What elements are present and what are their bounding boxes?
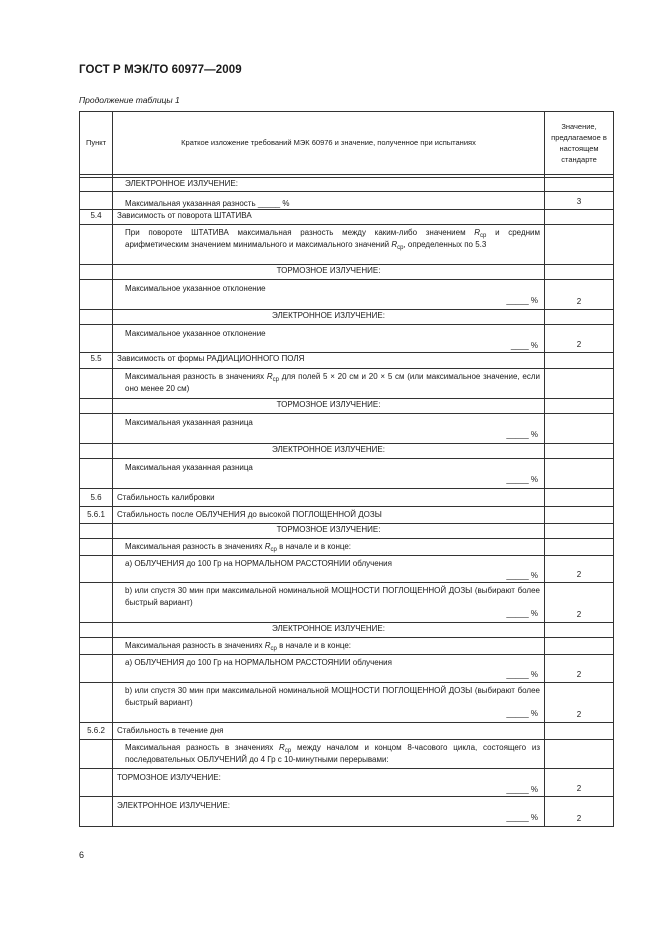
table-continuation-caption: Продолжение таблицы 1: [79, 95, 180, 105]
table-row: [80, 740, 614, 769]
table-row: [80, 769, 614, 797]
table-row: [80, 280, 614, 310]
row-text: При повороте ШТАТИВА максимальная разность между каким-либо значением $R_{ср}$ и средним арифметическим значением минимального и максимального значений $R_{ср}$, определенных по 5.3: [113, 225, 545, 265]
table-row: [80, 399, 614, 414]
row-clause: 5.4: [80, 210, 113, 225]
table-row: [80, 797, 614, 827]
table-row: [80, 353, 614, 369]
row-clause: 5.6: [80, 489, 113, 507]
table-row: [80, 723, 614, 740]
row-value: 2: [545, 280, 614, 310]
row-text: ТОРМОЗНОЕ ИЗЛУЧЕНИЕ:: [113, 399, 545, 414]
row-text: Максимальная указанная разница _____ %: [113, 459, 545, 489]
row-text: Максимальное указанное отклонение ____ %: [113, 325, 545, 353]
row-text: b) или спустя 30 мин при максимальной номинальной МОЩНОСТИ ПОГЛОЩЕННОЙ ДОЗЫ (выбирают более быстрый вариант) _____ %: [113, 683, 545, 723]
row-text: Зависимость от поворота ШТАТИВА: [113, 210, 545, 225]
row-text: b) или спустя 30 мин при максимальной номинальной МОЩНОСТИ ПОГЛОЩЕННОЙ ДОЗЫ (выбирают более быстрый вариант) _____ %: [113, 583, 545, 623]
document-header: ГОСТ Р МЭК/ТО 60977—2009: [79, 64, 242, 76]
row-clause: 5.6.2: [80, 723, 113, 740]
table-row: [80, 192, 614, 210]
table-row: [80, 489, 614, 507]
row-text: ТОРМОЗНОЕ ИЗЛУЧЕНИЕ:: [113, 524, 545, 539]
row-text: Максимальная разность в значениях $R_{ср}$ для полей 5 × 20 см и 20 × 5 см (или максимальное значение, если оно менее 20 см): [113, 369, 545, 399]
row-value: 2: [545, 583, 614, 623]
table-row: [80, 459, 614, 489]
page-number: 6: [79, 850, 85, 860]
row-value: 2: [545, 325, 614, 353]
table-row: [80, 655, 614, 683]
table-row: [80, 414, 614, 444]
row-clause: 5.5: [80, 353, 113, 369]
table-row: [80, 556, 614, 583]
row-text: ТОРМОЗНОЕ ИЗЛУЧЕНИЕ:: [113, 265, 545, 280]
header-summary: Краткое изложение требований МЭК 60976 и значение, полученное при испытаниях: [113, 112, 545, 175]
table-row: [80, 210, 614, 225]
row-value: 2: [545, 556, 614, 583]
row-value: 3: [545, 192, 614, 210]
row-text: Максимальная указанная разница _____ %: [113, 414, 545, 444]
row-text: Стабильность после ОБЛУЧЕНИЯ до высокой ПОГЛОЩЕННОЙ ДОЗЫ: [113, 507, 545, 524]
row-text: ТОРМОЗНОЕ ИЗЛУЧЕНИЕ: _____ %: [113, 769, 545, 797]
row-text: ЭЛЕКТРОННОЕ ИЗЛУЧЕНИЕ: _____ %: [113, 797, 545, 827]
table-row: [80, 444, 614, 459]
requirements-table: [79, 111, 614, 827]
table-row: [80, 310, 614, 325]
table-row: [80, 623, 614, 638]
row-text: ЭЛЕКТРОННОЕ ИЗЛУЧЕНИЕ:: [113, 623, 545, 638]
row-text: Максимальная указанная разность _____ %: [113, 192, 545, 210]
row-clause: 5.6.1: [80, 507, 113, 524]
row-value: 2: [545, 769, 614, 797]
table-row: [80, 225, 614, 265]
table-row: [80, 683, 614, 723]
row-value: 2: [545, 797, 614, 827]
table-row: [80, 265, 614, 280]
table-row: [80, 638, 614, 655]
row-text: ЭЛЕКТРОННОЕ ИЗЛУЧЕНИЕ:: [113, 178, 545, 192]
row-text: Стабильность калибровки: [113, 489, 545, 507]
row-text: Максимальное указанное отклонение _____ %: [113, 280, 545, 310]
table-row: [80, 539, 614, 556]
row-text: Зависимость от формы РАДИАЦИОННОГО ПОЛЯ: [113, 353, 545, 369]
header-value: Значение, предлагаемое в настоящем стандарте: [545, 112, 614, 175]
row-text: а) ОБЛУЧЕНИЯ до 100 Гр на НОРМАЛЬНОМ РАССТОЯНИИ облучения _____ %: [113, 556, 545, 583]
table-row: [80, 507, 614, 524]
table-row: [80, 524, 614, 539]
table-row: [80, 369, 614, 399]
row-text: а) ОБЛУЧЕНИЯ до 100 Гр на НОРМАЛЬНОМ РАССТОЯНИИ облучения _____ %: [113, 655, 545, 683]
table-row: [80, 178, 614, 192]
row-text: ЭЛЕКТРОННОЕ ИЗЛУЧЕНИЕ:: [113, 310, 545, 325]
table-row: [80, 583, 614, 623]
row-text: Максимальная разность в значениях $R_{ср}$ в начале и в конце:: [113, 638, 545, 655]
row-text: Максимальная разность в значениях $R_{ср}$ в начале и в конце:: [113, 539, 545, 556]
table-row: [80, 325, 614, 353]
row-text: Стабильность в течение дня: [113, 723, 545, 740]
table-header-row: [80, 112, 614, 175]
row-text: Максимальная разность в значениях $R_{ср}$ между началом и концом 8-часового цикла, состоящего из последовательных ОБЛУЧЕНИЙ до 4 Гр с 10-минутными перерывами:: [113, 740, 545, 769]
header-clause: Пункт: [80, 112, 113, 175]
row-value: 2: [545, 683, 614, 723]
row-value: 2: [545, 655, 614, 683]
row-text: ЭЛЕКТРОННОЕ ИЗЛУЧЕНИЕ:: [113, 444, 545, 459]
